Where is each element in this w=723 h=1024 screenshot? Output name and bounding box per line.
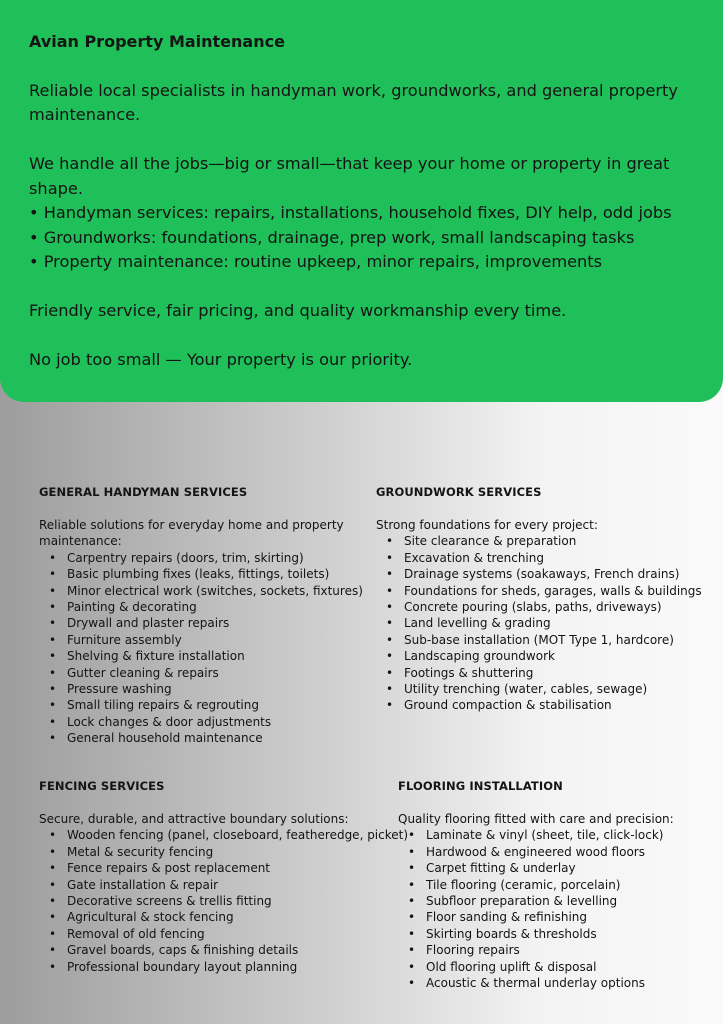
- list-item: • General household maintenance: [39, 730, 349, 746]
- section-intro: Strong foundations for every project:: [376, 518, 598, 532]
- list-item: • Carpentry repairs (doors, trim, skirting): [39, 550, 349, 566]
- section-heading: FLOORING INSTALLATION: [398, 779, 563, 793]
- list-item: • Foundations for sheds, garages, walls & buildings: [376, 583, 706, 599]
- hero-intro: Reliable local specialists in handyman work, groundworks, and general property maintenance.: [29, 80, 678, 124]
- section-heading: GROUNDWORK SERVICES: [376, 485, 542, 499]
- section-heading: FENCING SERVICES: [39, 779, 165, 793]
- groundwork-services-section: [376, 484, 706, 714]
- hero-lead: We handle all the jobs—big or small—that keep your home or property in great shape.: [29, 154, 670, 198]
- service-list: [39, 550, 363, 747]
- list-item: • Removal of old fencing: [39, 926, 399, 942]
- list-item: • Skirting boards & thresholds: [398, 926, 698, 942]
- hero-bullet-groundworks: • Groundworks: foundations, drainage, prep work, small landscaping tasks: [29, 227, 635, 247]
- list-item: • Laminate & vinyl (sheet, tile, click-lock): [398, 827, 698, 843]
- list-item: • Old flooring uplift & disposal: [398, 959, 698, 975]
- list-item: • Hardwood & engineered wood floors: [398, 844, 698, 860]
- fencing-services-section: [39, 778, 409, 975]
- section-intro: Quality flooring fitted with care and precision:: [398, 812, 674, 826]
- handyman-services-section: [39, 484, 363, 747]
- list-item: • Small tiling repairs & regrouting: [39, 697, 349, 713]
- spacer: [29, 128, 703, 153]
- list-item: • Lock changes & door adjustments: [39, 714, 349, 730]
- list-item: • Land levelling & grading: [376, 615, 706, 631]
- list-item: • Gutter cleaning & repairs: [39, 665, 349, 681]
- list-item: • Carpet fitting & underlay: [398, 860, 698, 876]
- service-list: [39, 827, 409, 975]
- list-item: • Metal & security fencing: [39, 844, 399, 860]
- list-item: • Minor electrical work (switches, sockets, fixtures): [39, 583, 349, 599]
- hero-bullet-maintenance: • Property maintenance: routine upkeep, minor repairs, improvements: [29, 252, 603, 271]
- list-item: • Ground compaction & stabilisation: [376, 697, 706, 713]
- service-list: [398, 827, 698, 991]
- list-item: • Basic plumbing fixes (leaks, fittings, toilets): [39, 566, 349, 582]
- spacer: [29, 54, 703, 79]
- section-heading: GENERAL HANDYMAN SERVICES: [39, 485, 248, 499]
- hero-bullet-handyman: • Handyman services: repairs, installations, household fixes, DIY help, odd jobs: [29, 203, 672, 222]
- list-item: • Flooring repairs: [398, 942, 698, 958]
- list-item: • Concrete pouring (slabs, paths, driveways): [376, 599, 706, 615]
- list-item: • Footings & shuttering: [376, 665, 706, 681]
- list-item: • Gate installation & repair: [39, 877, 399, 893]
- list-item: • Acoustic & thermal underlay options: [398, 975, 698, 991]
- list-item: • Tile flooring (ceramic, porcelain): [398, 877, 698, 893]
- list-item: • Site clearance & preparation: [376, 533, 706, 549]
- list-item: • Fence repairs & post replacement: [39, 860, 399, 876]
- list-item: • Pressure washing: [39, 681, 349, 697]
- flooring-installation-section: [398, 778, 698, 991]
- list-item: • Landscaping groundwork: [376, 648, 706, 664]
- list-item: • Gravel boards, caps & finishing details: [39, 942, 399, 958]
- list-item: • Wooden fencing (panel, closeboard, featheredge, picket): [39, 827, 399, 843]
- spacer: [29, 324, 703, 349]
- list-item: • Agricultural & stock fencing: [39, 909, 399, 925]
- list-item: • Drainage systems (soakaways, French drains): [376, 566, 706, 582]
- section-intro: Reliable solutions for everyday home and property maintenance:: [39, 518, 344, 549]
- list-item: • Shelving & fixture installation: [39, 648, 349, 664]
- list-item: • Furniture assembly: [39, 632, 349, 648]
- service-list: [376, 533, 706, 713]
- list-item: • Decorative screens & trellis fitting: [39, 893, 399, 909]
- list-item: • Floor sanding & refinishing: [398, 909, 698, 925]
- list-item: • Subfloor preparation & levelling: [398, 893, 698, 909]
- list-item: • Sub-base installation (MOT Type 1, hardcore): [376, 632, 706, 648]
- list-item: • Painting & decorating: [39, 599, 349, 615]
- company-name: Avian Property Maintenance: [29, 32, 285, 51]
- hero-banner: [0, 0, 723, 402]
- hero-promise: Friendly service, fair pricing, and quality workmanship every time.: [29, 301, 567, 320]
- hero-tagline: No job too small — Your property is our priority.: [29, 350, 413, 369]
- list-item: • Drywall and plaster repairs: [39, 615, 349, 631]
- section-intro: Secure, durable, and attractive boundary solutions:: [39, 812, 349, 826]
- spacer: [29, 275, 703, 300]
- list-item: • Excavation & trenching: [376, 550, 706, 566]
- list-item: • Professional boundary layout planning: [39, 959, 399, 975]
- list-item: • Utility trenching (water, cables, sewage): [376, 681, 706, 697]
